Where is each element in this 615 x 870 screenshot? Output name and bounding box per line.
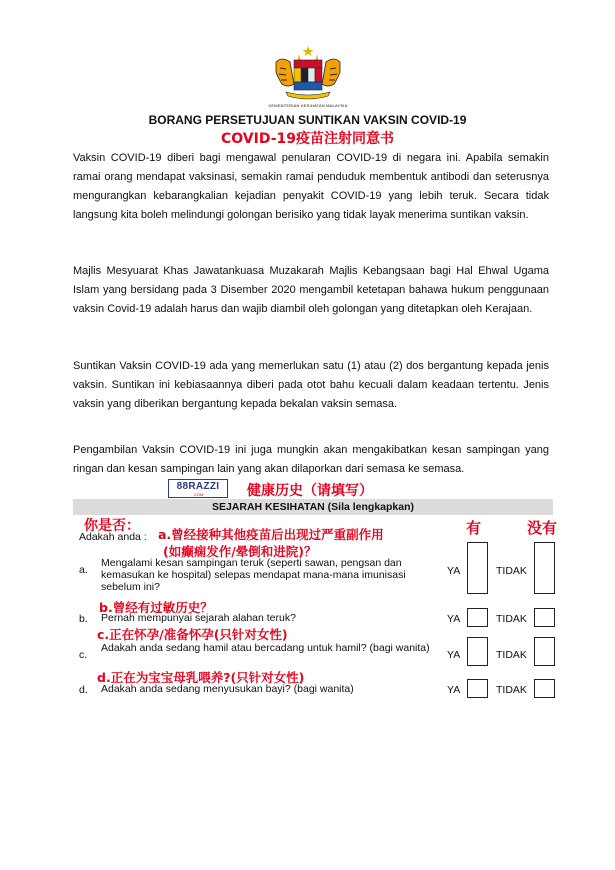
yes-label: YA bbox=[447, 565, 461, 577]
watermark-logo bbox=[168, 479, 228, 498]
yes-label: YA bbox=[447, 684, 461, 696]
question-b-yes-checkbox[interactable] bbox=[467, 608, 488, 627]
question-d-yes-checkbox[interactable] bbox=[467, 679, 488, 698]
question-a-yes-checkbox[interactable] bbox=[467, 542, 488, 594]
question-a-no-checkbox[interactable] bbox=[534, 542, 555, 594]
intro-paragraph-2: Majlis Mesyuarat Khas Jawatankuasa Muzakarah Majlis Kebangsaan bagi Hal Ehwal Ugama Islam yang bersidang pada 3 Disember 2020 mengambil ketetapan bahawa hukum penggunaan vaksin Covid-19 adalah harus dan wajib diambil oleh golongan yang ditetapkan oleh Kerajaan. bbox=[73, 265, 549, 315]
question-c-text: Adakah anda sedang hamil atau bercadang untuk hamil? (bagi wanita) bbox=[101, 642, 430, 654]
ministry-caption: KEMENTERIAN KESIHATAN MALAYSIA bbox=[268, 103, 348, 108]
question-c-yes-checkbox[interactable] bbox=[467, 637, 488, 666]
note-d-chinese: d.正在为宝宝母乳喂养?(只针对女性) bbox=[97, 670, 305, 685]
question-letter: d. bbox=[79, 684, 88, 696]
coat-of-arms-icon bbox=[268, 44, 348, 100]
intro-paragraph-1: Vaksin COVID-19 diberi bagi mengawal penularan COVID-19 di negara ini. Apabila semakin ramai orang mendapat vaksinasi, semakin ramai penduduk membentuk antibodi dan seterusnya mengurangkan kebarangkalian kejadian penyakit COVID-19 yang lebih teruk. Secara tidak langsung kita boleh melindungi golongan berisiko yang tidak layak menerima suntikan vaksin. bbox=[73, 152, 549, 221]
watermark-sub: .COM bbox=[192, 492, 204, 497]
yes-column-chinese: 有 bbox=[466, 519, 482, 537]
note-a-chinese-line1: a.曾经接种其他疫苗后出现过严重副作用 bbox=[158, 527, 384, 542]
note-a-chinese-line2: (如癫痫发作/晕倒和进院)？ bbox=[163, 544, 317, 559]
ask-label: Adakah anda : bbox=[79, 531, 147, 543]
question-letter: a. bbox=[79, 564, 88, 576]
section-title-chinese: 健康历史（请填写） bbox=[247, 483, 373, 499]
question-d-no-checkbox[interactable] bbox=[534, 679, 555, 698]
no-label: TIDAK bbox=[496, 684, 527, 696]
no-label: TIDAK bbox=[496, 565, 527, 577]
no-label: TIDAK bbox=[496, 649, 527, 661]
intro-paragraph-4: Pengambilan Vaksin COVID-19 ini juga mungkin akan mengakibatkan kesan sampingan yang ringan dan kesan sampingan lain yang akan dilaporkan dari semasa ke semasa. bbox=[73, 444, 549, 475]
question-letter: c. bbox=[79, 649, 88, 661]
no-label: TIDAK bbox=[496, 613, 527, 625]
watermark-main: 88RAZZI bbox=[176, 481, 220, 492]
question-a-text: Mengalami kesan sampingan teruk (seperti sawan, pengsan dan kemasukan ke hospital) selepas mendapat mana-mana imunisasi sebelum ini? bbox=[101, 557, 406, 593]
question-c-no-checkbox[interactable] bbox=[534, 637, 555, 666]
form-title-chinese: COVID-19疫苗注射同意书 bbox=[220, 131, 395, 147]
no-column-chinese: 没有 bbox=[527, 519, 558, 537]
yes-label: YA bbox=[447, 613, 461, 625]
note-c-chinese: c.正在怀孕/准备怀孕(只针对女性) bbox=[97, 627, 288, 642]
question-b-text: Pernah mempunyai sejarah alahan teruk? bbox=[101, 612, 296, 624]
question-b-no-checkbox[interactable] bbox=[534, 608, 555, 627]
section-header: SEJARAH KESIHATAN (Sila lengkapkan) bbox=[73, 499, 553, 515]
form-title: BORANG PERSETUJUAN SUNTIKAN VAKSIN COVID-19 bbox=[148, 113, 467, 127]
question-d-text: Adakah anda sedang menyusukan bayi? (bagi wanita) bbox=[101, 683, 354, 695]
yes-label: YA bbox=[447, 649, 461, 661]
intro-paragraph-3: Suntikan Vaksin COVID-19 ada yang memerlukan satu (1) atau (2) dos bergantung kepada jenis vaksin. Suntikan ini kebiasaannya diberi pada otot bahu kecuali dalam keadaan tertentu. Jenis vaksin yang diberikan bergantung kepada bekalan vaksin semasa. bbox=[73, 360, 549, 410]
ask-chinese: 你是否： bbox=[84, 518, 140, 534]
question-letter: b. bbox=[79, 613, 88, 625]
note-b-chinese: b.曾经有过敏历史？ bbox=[99, 600, 213, 615]
